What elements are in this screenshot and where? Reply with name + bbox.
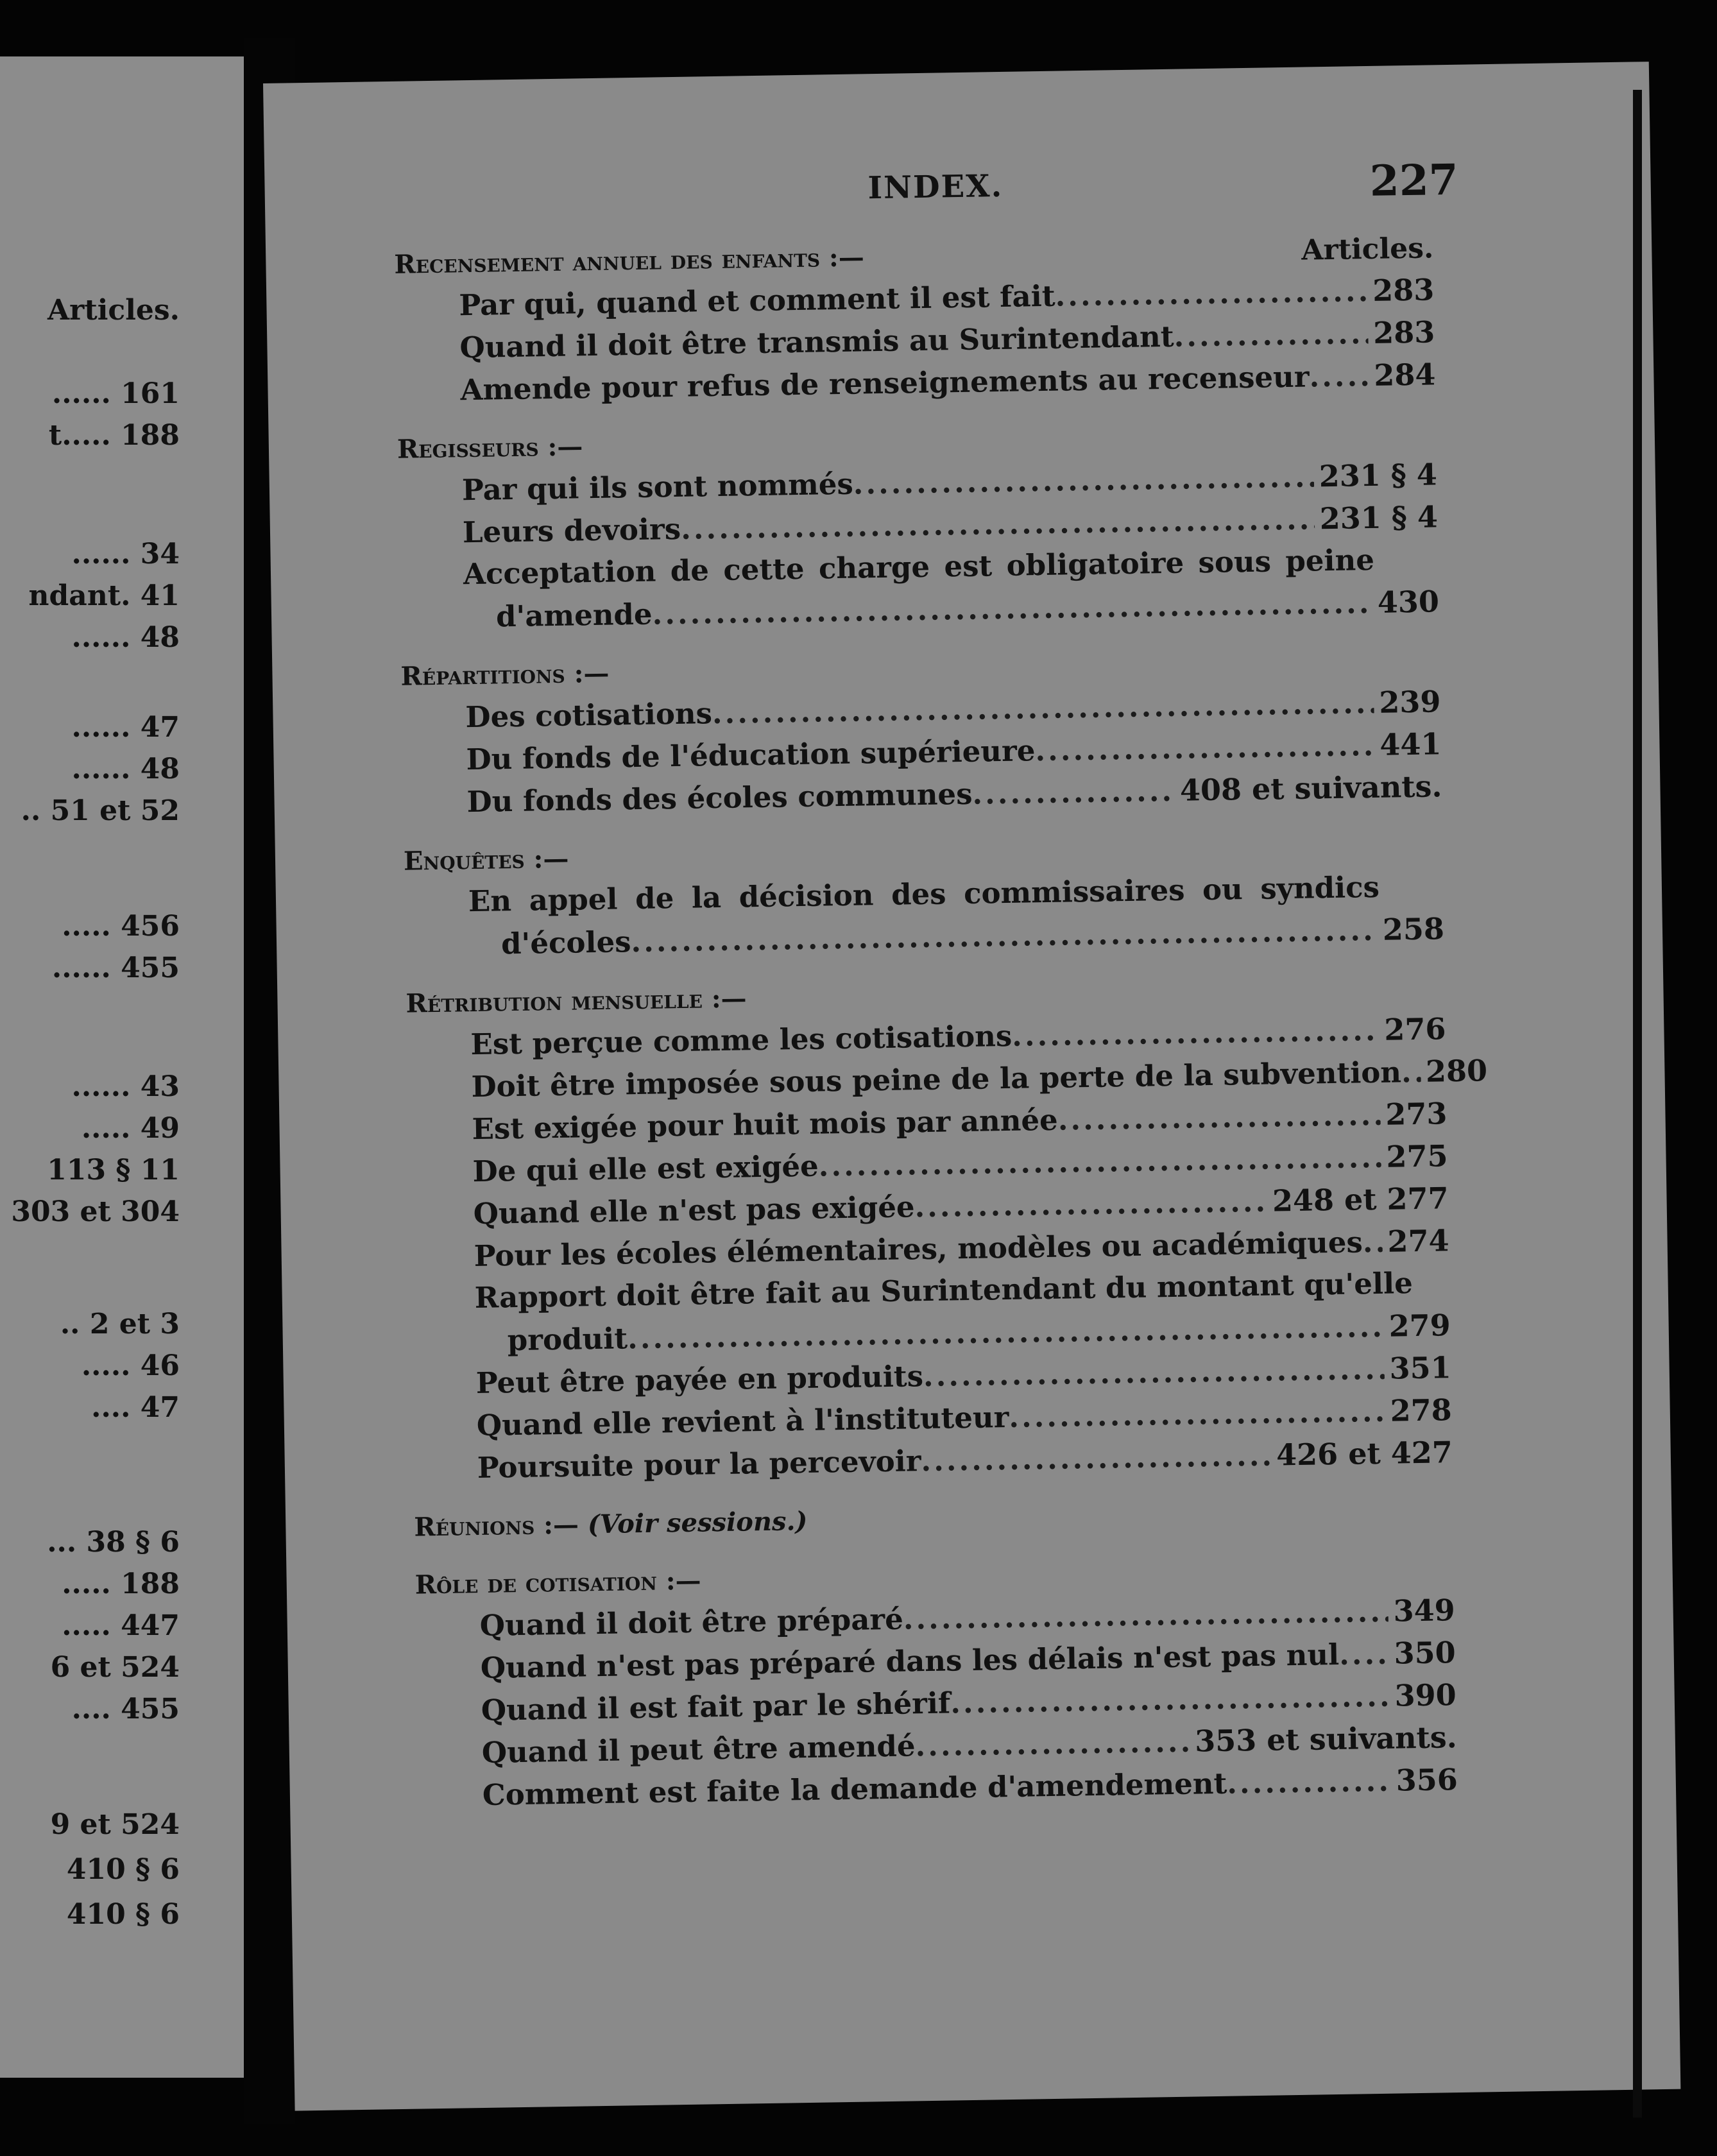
previous-page-line: 9 et 524 (50, 1808, 180, 1841)
previous-page-line: .. 51 et 52 (21, 794, 180, 827)
previous-page-line: t..... 188 (48, 419, 180, 452)
entry-text: Du fonds de l'éducation supérieure (466, 733, 1036, 777)
entry-text: Quand il est fait par le shérif (481, 1686, 951, 1727)
dot-leader (923, 1348, 1385, 1398)
article-reference: 231 § 4 (1319, 499, 1439, 536)
entry-text: Leurs devoirs (462, 511, 681, 550)
previous-page-line: ... 38 § 6 (47, 1526, 180, 1559)
dot-leader (1055, 270, 1368, 318)
page-header (264, 154, 1459, 237)
article-reference: 274 (1387, 1223, 1449, 1259)
entry-text: Par qui ils sont nommés (461, 466, 854, 508)
index-section (404, 825, 1445, 966)
article-reference: 231 § 4 (1319, 457, 1438, 494)
entry-text: Quand elle n'est pas exigée (473, 1190, 915, 1231)
section-note: (Voir sessions.) (587, 1505, 808, 1540)
index-section (414, 1549, 1458, 1817)
article-reference: 275 (1386, 1138, 1448, 1174)
previous-page-line: ...... 34 (71, 538, 180, 570)
section-heading (414, 1491, 1454, 1547)
article-reference: 353 et suivants. (1194, 1720, 1458, 1759)
dot-leader (950, 1675, 1390, 1725)
index-section (400, 640, 1442, 823)
article-reference: 278 (1390, 1392, 1453, 1428)
article-reference: 276 (1383, 1011, 1446, 1047)
previous-page-line: .... 47 (91, 1391, 180, 1424)
dot-leader (921, 1435, 1272, 1483)
previous-page-line: ..... 447 (62, 1609, 180, 1642)
entry-text: Amende pour refus de renseignements au recenseur (460, 359, 1310, 407)
dot-leader (1035, 724, 1375, 772)
index-entry-first-line: En appel de la décision des commissaires ou syndics (468, 869, 1380, 919)
article-reference: 280 (1425, 1053, 1488, 1089)
entry-text: Poursuite pour la percevoir (477, 1444, 921, 1485)
dot-leader (915, 1721, 1190, 1768)
previous-page-line: ...... 455 (51, 952, 180, 984)
entry-text: Peut être payée en produits (475, 1359, 924, 1401)
section-heading-text: Enquêtes :— (403, 843, 569, 877)
index-entry-first-line: Rapport doit être fait au Surintendant du montant qu'elle (474, 1266, 1414, 1315)
entry-text: Doit être imposée sous peine de la perte de la subvention (471, 1055, 1402, 1104)
previous-page-line: ..... 46 (81, 1349, 180, 1382)
dot-leader (1362, 1221, 1383, 1263)
entry-text: Quand il doit être transmis au Surintendant (459, 319, 1174, 365)
index-section (394, 228, 1436, 411)
previous-page-line: ...... 43 (71, 1070, 180, 1103)
section-heading-text: Répartitions :— (400, 658, 610, 692)
article-reference: 283 (1372, 314, 1435, 350)
article-reference: 430 (1377, 584, 1440, 620)
entry-text: Quand n'est pas préparé dans les délais n'est pas nul (480, 1637, 1340, 1685)
previous-page-line: .. 2 et 3 (60, 1308, 180, 1340)
previous-page-line: 113 § 11 (47, 1154, 180, 1186)
index-section (397, 413, 1440, 638)
dot-leader (903, 1591, 1388, 1641)
previous-page-line: 6 et 524 (50, 1651, 180, 1684)
entry-text: Est perçue comme les cotisations (470, 1018, 1012, 1062)
previous-page-articles-label: Articles. (47, 294, 180, 327)
dot-leader (1309, 355, 1369, 398)
article-reference: 283 (1372, 272, 1435, 308)
entry-text: De qui elle est exigée (472, 1149, 819, 1189)
page-edge-rule (1633, 90, 1642, 2118)
entry-text: Des cotisations (465, 696, 713, 735)
section-heading-text: Réunions :— (414, 1509, 579, 1543)
previous-page-line: ..... 456 (62, 910, 180, 943)
dot-leader (1174, 312, 1369, 358)
section-heading-text: Regisseurs :— (397, 431, 583, 465)
index-entry-first-line: Acceptation de cette charge est obligatoire sous peine (463, 542, 1375, 592)
article-reference: 284 (1373, 357, 1436, 393)
dot-leader (1057, 1094, 1381, 1142)
previous-page-line: .... 455 (71, 1693, 180, 1725)
article-reference: 239 (1378, 684, 1441, 720)
previous-page-line: 410 § 6 (66, 1853, 180, 1886)
article-reference: 349 (1393, 1593, 1456, 1629)
previous-page-line: 410 § 6 (66, 1898, 180, 1931)
entry-text: Quand il doit être préparé (479, 1602, 904, 1643)
article-reference: 351 (1389, 1350, 1452, 1386)
entry-text: Du fonds des écoles communes (466, 776, 973, 819)
article-reference: 248 et 277 (1272, 1181, 1449, 1219)
running-title: INDEX. (867, 167, 1004, 207)
dot-leader (1401, 1051, 1421, 1093)
entry-text-continuation: d'amende (495, 597, 653, 634)
entry-text: Quand elle revient à l'instituteur (476, 1400, 1009, 1443)
section-heading-text: Rôle de cotisation :— (414, 1565, 701, 1600)
previous-page-line: 303 et 304 (11, 1195, 180, 1228)
dot-leader (914, 1181, 1268, 1229)
dot-leader (1012, 1009, 1380, 1057)
previous-page-line: ...... 48 (71, 753, 180, 785)
entry-text: Est exigée pour huit mois par année (472, 1102, 1059, 1147)
index-section (414, 1491, 1454, 1547)
entry-text-continuation: d'écoles (500, 925, 631, 961)
dot-leader (1339, 1633, 1390, 1676)
dot-leader (972, 770, 1175, 816)
article-reference: 350 (1394, 1635, 1456, 1671)
dot-leader (1009, 1390, 1385, 1439)
article-reference: 441 (1379, 726, 1442, 762)
previous-page-line: ...... 48 (71, 621, 180, 654)
previous-page-line: ..... 49 (81, 1112, 180, 1145)
section-heading-text: Recensement annuel des enfants :— (394, 242, 865, 280)
previous-page-line: ...... 161 (51, 377, 180, 410)
previous-page-line: ...... 47 (71, 711, 180, 744)
dot-leader (1227, 1760, 1392, 1805)
page-number: 227 (1369, 154, 1459, 206)
entry-text-continuation: produit (507, 1321, 628, 1358)
article-reference: 356 (1396, 1762, 1458, 1798)
previous-page-line: ndant. 41 (28, 579, 180, 612)
entry-text: Comment est faite la demande d'amendement (482, 1766, 1227, 1812)
article-reference: 390 (1394, 1677, 1457, 1713)
articles-column-label: Articles. (1301, 232, 1434, 267)
dot-leader (853, 456, 1314, 505)
index-section (406, 968, 1488, 1489)
section-heading-text: Rétribution mensuelle :— (406, 983, 747, 1019)
entry-text: Par qui, quand et comment il est fait (459, 278, 1055, 323)
article-reference: 258 (1382, 911, 1445, 947)
entry-text: Pour les écoles élémentaires, modèles ou académiques (474, 1225, 1363, 1274)
previous-page-line: ..... 188 (62, 1568, 180, 1600)
article-reference: 408 et suivants. (1179, 769, 1442, 808)
article-reference: 426 et 427 (1276, 1435, 1453, 1473)
entry-text: Quand il peut être amendé (481, 1729, 916, 1770)
article-reference: 273 (1385, 1096, 1448, 1132)
index-content (394, 228, 1488, 1835)
index-page (263, 62, 1680, 2111)
article-reference: 279 (1388, 1308, 1451, 1344)
